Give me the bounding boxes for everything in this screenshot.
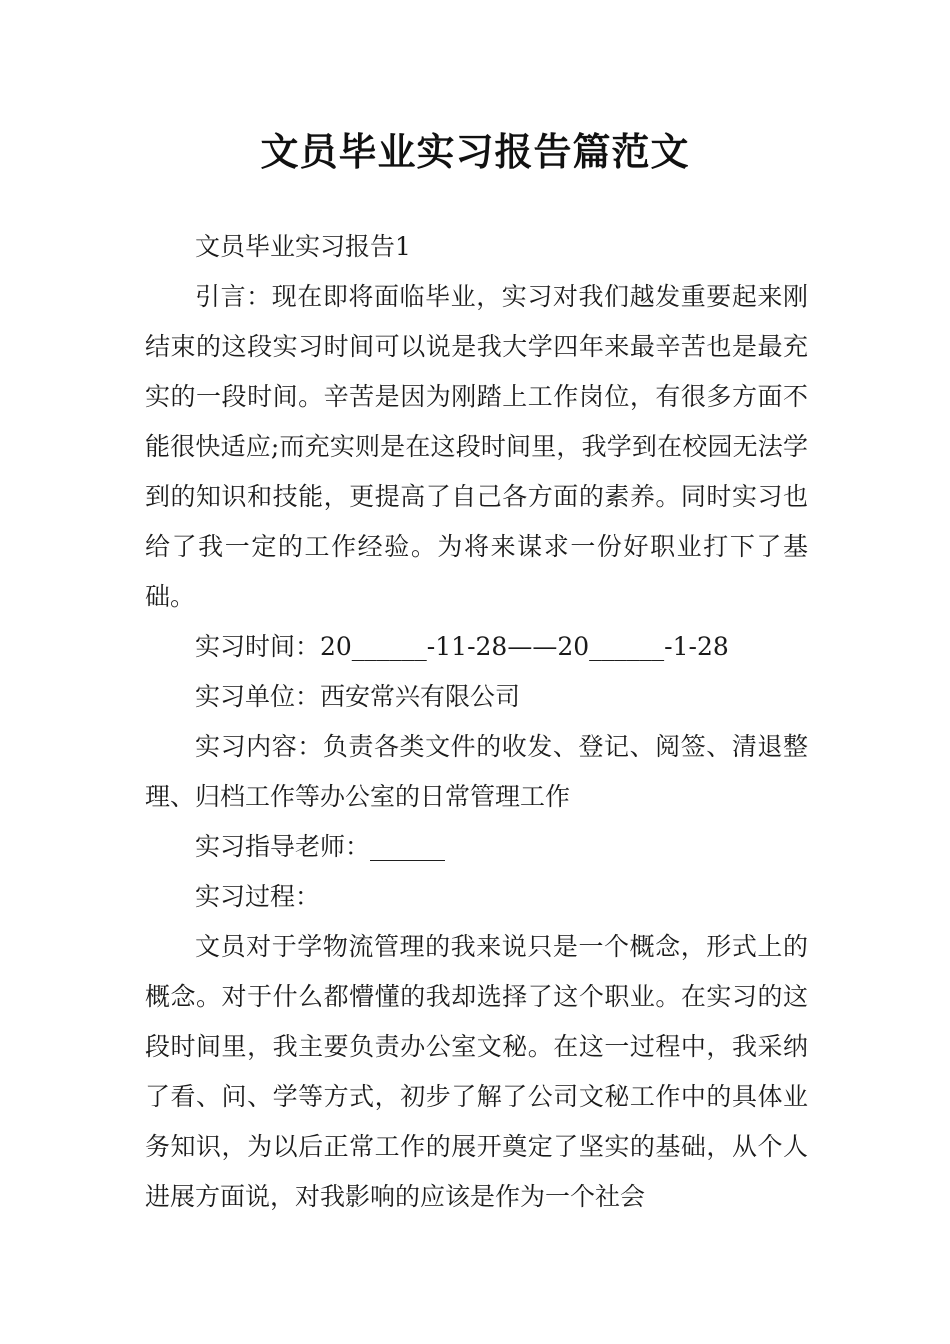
internship-supervisor: 实习指导老师：______ (195, 832, 446, 861)
internship-process-heading: 实习过程： (195, 882, 321, 911)
document-body (145, 222, 808, 1222)
internship-period: 实习时间：20______-11-28——20______-1-28 (195, 632, 729, 661)
process-paragraph: 文员对于学物流管理的我来说只是一个概念，形式上的概念。对于什么都懵懂的我却选择了这个职业。在实习的这段时间里，我主要负责办公室文秘。在这一过程中，我采纳了看、问、学等方式，初步了解了公司文秘工作中的具体业务知识，为以后正常工作的展开奠定了坚实的基础，从个人进展方面说，对我影响的应该是作为一个社会 (145, 932, 808, 1211)
internship-content: 实习内容：负责各类文件的收发、登记、阅签、清退整理、归档工作等办公室的日常管理工作 (145, 732, 808, 811)
document-title: 文员毕业实习报告篇范文 (260, 129, 690, 174)
internship-company: 实习单位：西安常兴有限公司 (195, 682, 521, 711)
section-heading: 文员毕业实习报告1 (195, 232, 411, 261)
intro-paragraph: 引言：现在即将面临毕业，实习对我们越发重要起来刚结束的这段实习时间可以说是我大学四年来最辛苦也是最充实的一段时间。辛苦是因为刚踏上工作岗位，有很多方面不能很快适应;而充实则是在这段时间里，我学到在校园无法学到的知识和技能，更提高了自己各方面的素养。同时实习也给了我一定的工作经验。为将来谋求一份好职业打下了基础。 (145, 282, 808, 611)
